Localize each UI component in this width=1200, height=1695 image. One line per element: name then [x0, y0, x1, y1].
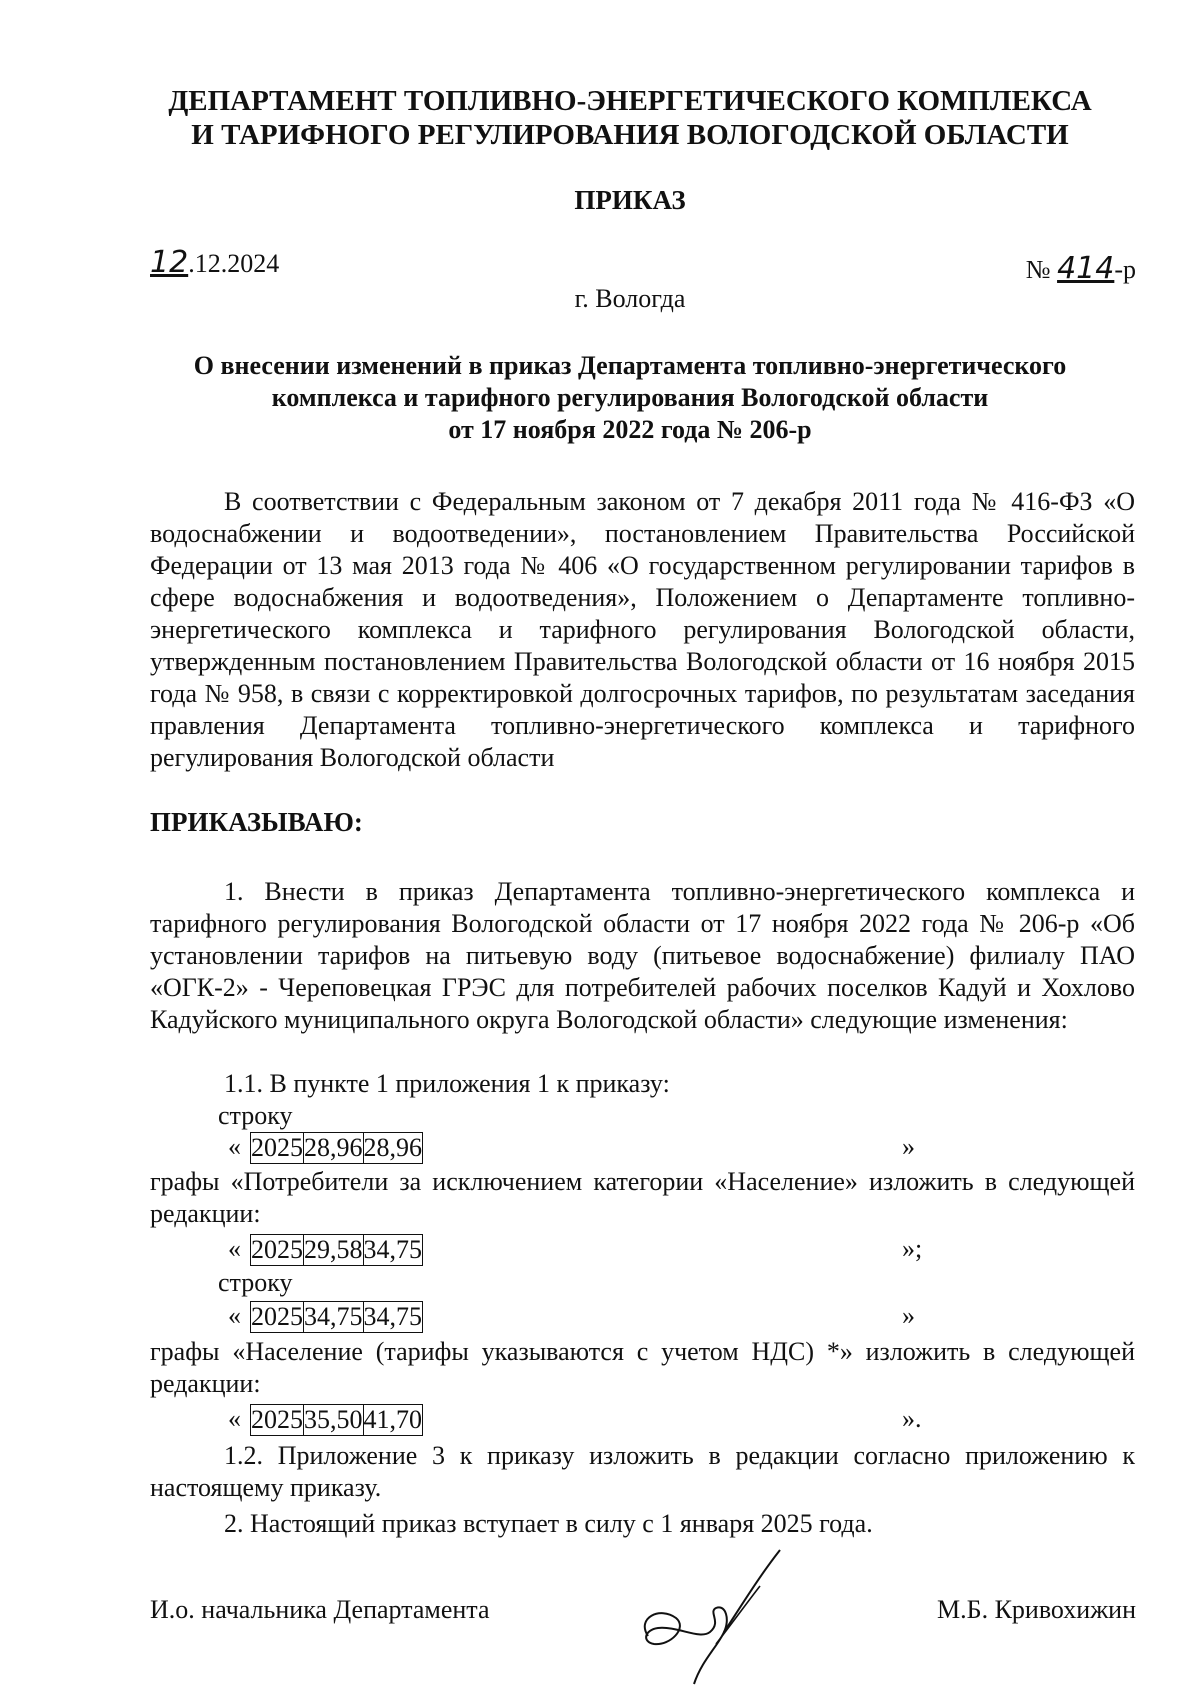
department-title: [150, 84, 1110, 152]
cell-value-1: 28,96: [304, 1133, 363, 1162]
document-number: [1025, 251, 1136, 286]
tariff-table-3: [250, 1301, 423, 1333]
quote-open: «: [228, 1301, 241, 1330]
cell-year: 2025: [251, 1405, 303, 1434]
quote-close: ».: [902, 1404, 922, 1433]
subject-line3: от 17 ноября 2022 года № 206-р: [448, 415, 812, 444]
cell-value-2: 34,75: [363, 1302, 422, 1331]
document-type: ПРИКАЗ: [574, 185, 686, 215]
document-subject: [150, 350, 1110, 446]
cell-year: 2025: [251, 1302, 303, 1331]
cell-year: 2025: [251, 1133, 303, 1162]
order-word: ПРИКАЗЫВАЮ:: [150, 807, 363, 837]
item-2-paragraph: 2. Настоящий приказ вступает в силу с 1 января 2025 года.: [224, 1509, 873, 1538]
cell-value-1: 35,50: [304, 1405, 363, 1434]
cell-year: 2025: [251, 1235, 303, 1264]
document-date: [150, 245, 280, 280]
quote-close: »: [902, 1132, 915, 1161]
city: г. Вологда: [574, 284, 686, 313]
subject-line1: О внесении изменений в приказ Департамента топливно-энергетического: [193, 351, 1067, 380]
row-label-2: строку: [218, 1268, 293, 1297]
cell-value-1: 29,58: [304, 1235, 363, 1264]
quote-close: »: [902, 1301, 915, 1330]
department-title-line1: ДЕПАРТАМЕНТ ТОПЛИВНО-ЭНЕРГЕТИЧЕСКОГО КОМПЛЕКСА: [168, 85, 1092, 117]
date-month-year: .12.2024: [188, 249, 280, 278]
quote-open: «: [228, 1404, 241, 1433]
graph-1-paragraph: графы «Потребители за исключением категории «Население» изложить в следующей редакции:: [150, 1167, 1135, 1228]
item-1-2-paragraph: 1.2. Приложение 3 к приказу изложить в редакции согласно приложению к настоящему приказу.: [150, 1441, 1135, 1502]
row-label-1: строку: [218, 1101, 293, 1130]
handwritten-number: 414: [1057, 251, 1115, 286]
number-suffix: -р: [1114, 255, 1136, 284]
cell-value-2: 41,70: [363, 1405, 422, 1434]
handwritten-signature: [630, 1548, 800, 1688]
quote-open: «: [228, 1132, 241, 1161]
signatory-position: И.о. начальника Департамента: [150, 1595, 490, 1624]
handwritten-day: 12: [150, 245, 189, 280]
quote-close: »;: [902, 1234, 923, 1263]
preamble-paragraph: В соответствии с Федеральным законом от 7 декабря 2011 года № 416-ФЗ «О водоснабжении и водоотведении», постановлением Правительства Российской Федерации от 13 мая 2013 года № 406 «О государственном регулировании тарифов в сфере водоснабжения и водоотведения», Положением о Департаменте топливно-энергетического комплекса и тарифного регулирования Вологодской области, утвержденным постановлением Правительства Вологодской области от 16 ноября 2015 года № 958, в связи с корректировкой долгосрочных тарифов, по результатам заседания правления Департамента топливно-энергетического комплекса и тарифного регулирования Вологодской области: [150, 487, 1135, 772]
tariff-table-1: [250, 1132, 423, 1164]
cell-value-2: 34,75: [363, 1235, 422, 1264]
tariff-table-4: [250, 1404, 423, 1436]
item-1-paragraph: 1. Внести в приказ Департамента топливно-энергетического комплекса и тарифного регулирования Вологодской области от 17 ноября 2022 года № 206-р «Об установлении тарифов на питьевую воду (питьевое водоснабжение) филиалу ПАО «ОГК-2» - Череповецкая ГРЭС для потребителей рабочих поселков Кадуй и Хохлово Кадуйского муниципального округа Вологодской области» следующие изменения:: [150, 877, 1135, 1034]
quote-open: «: [228, 1234, 241, 1263]
cell-value-2: 28,96: [363, 1133, 422, 1162]
department-title-line2: И ТАРИФНОГО РЕГУЛИРОВАНИЯ ВОЛОГОДСКОЙ ОБЛАСТИ: [191, 119, 1069, 151]
item-1-1-paragraph: 1.1. В пункте 1 приложения 1 к приказу:: [224, 1069, 670, 1098]
tariff-table-2: [250, 1234, 423, 1266]
cell-value-1: 34,75: [304, 1302, 363, 1331]
signatory-name: М.Б. Кривохижин: [937, 1595, 1136, 1624]
number-prefix: №: [1025, 255, 1051, 284]
graph-2-paragraph: графы «Население (тарифы указываются с учетом НДС) *» изложить в следующей редакции:: [150, 1337, 1135, 1398]
subject-line2: комплекса и тарифного регулирования Вологодской области: [271, 383, 989, 412]
